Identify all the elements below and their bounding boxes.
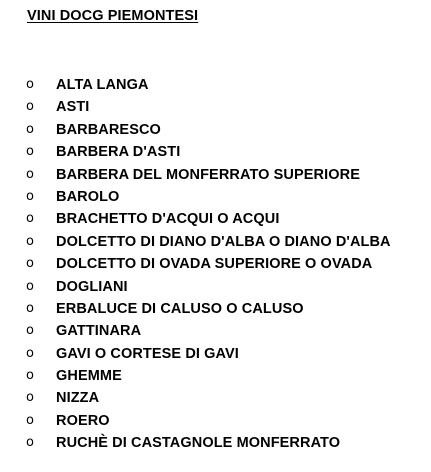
circle-bullet-icon: o [26, 211, 34, 227]
circle-bullet-icon: o [26, 323, 34, 339]
circle-bullet-icon: o [26, 99, 34, 115]
wine-name: ROERO [56, 412, 110, 429]
wine-name: BARBERA D'ASTI [56, 144, 181, 161]
wine-name: DOLCETTO DI OVADA SUPERIORE O OVADA [56, 256, 373, 273]
circle-bullet-icon: o [26, 121, 34, 137]
circle-bullet-icon: o [26, 166, 34, 182]
wine-name: RUCHÈ DI CASTAGNOLE MONFERRATO [56, 435, 341, 452]
circle-bullet-icon: o [26, 77, 34, 92]
circle-bullet-icon: o [26, 390, 34, 406]
wine-name: BRACHETTO D'ACQUI O ACQUI [56, 211, 280, 228]
circle-bullet-icon: o [26, 233, 34, 249]
circle-bullet-icon: o [26, 256, 34, 272]
wine-name: GATTINARA [56, 323, 142, 340]
circle-bullet-icon: o [26, 278, 34, 294]
wine-name: ERBALUCE DI CALUSO O CALUSO [56, 300, 304, 317]
circle-bullet-icon: o [26, 345, 34, 361]
circle-bullet-icon: o [26, 300, 34, 316]
document-title: VINI DOCG PIEMONTESI [27, 8, 199, 24]
wine-name: GHEMME [56, 368, 122, 385]
circle-bullet-icon: o [26, 188, 34, 204]
wine-name: DOGLIANI [56, 278, 128, 295]
circle-bullet-icon: o [26, 144, 34, 160]
wine-name: BARBARESCO [56, 121, 161, 138]
wine-name: BAROLO [56, 188, 120, 205]
wine-name: BARBERA DEL MONFERRATO SUPERIORE [56, 166, 360, 183]
circle-bullet-icon: o [26, 435, 34, 451]
circle-bullet-icon: o [26, 368, 34, 384]
wine-name: GAVI O CORTESE DI GAVI [56, 345, 239, 362]
wine-name: NIZZA [56, 390, 100, 407]
wine-name: ALTA LANGA [56, 77, 149, 93]
wine-name: ASTI [56, 99, 90, 116]
wine-name: DOLCETTO DI DIANO D'ALBA O DIANO D'ALBA [56, 233, 391, 250]
circle-bullet-icon: o [26, 412, 34, 428]
